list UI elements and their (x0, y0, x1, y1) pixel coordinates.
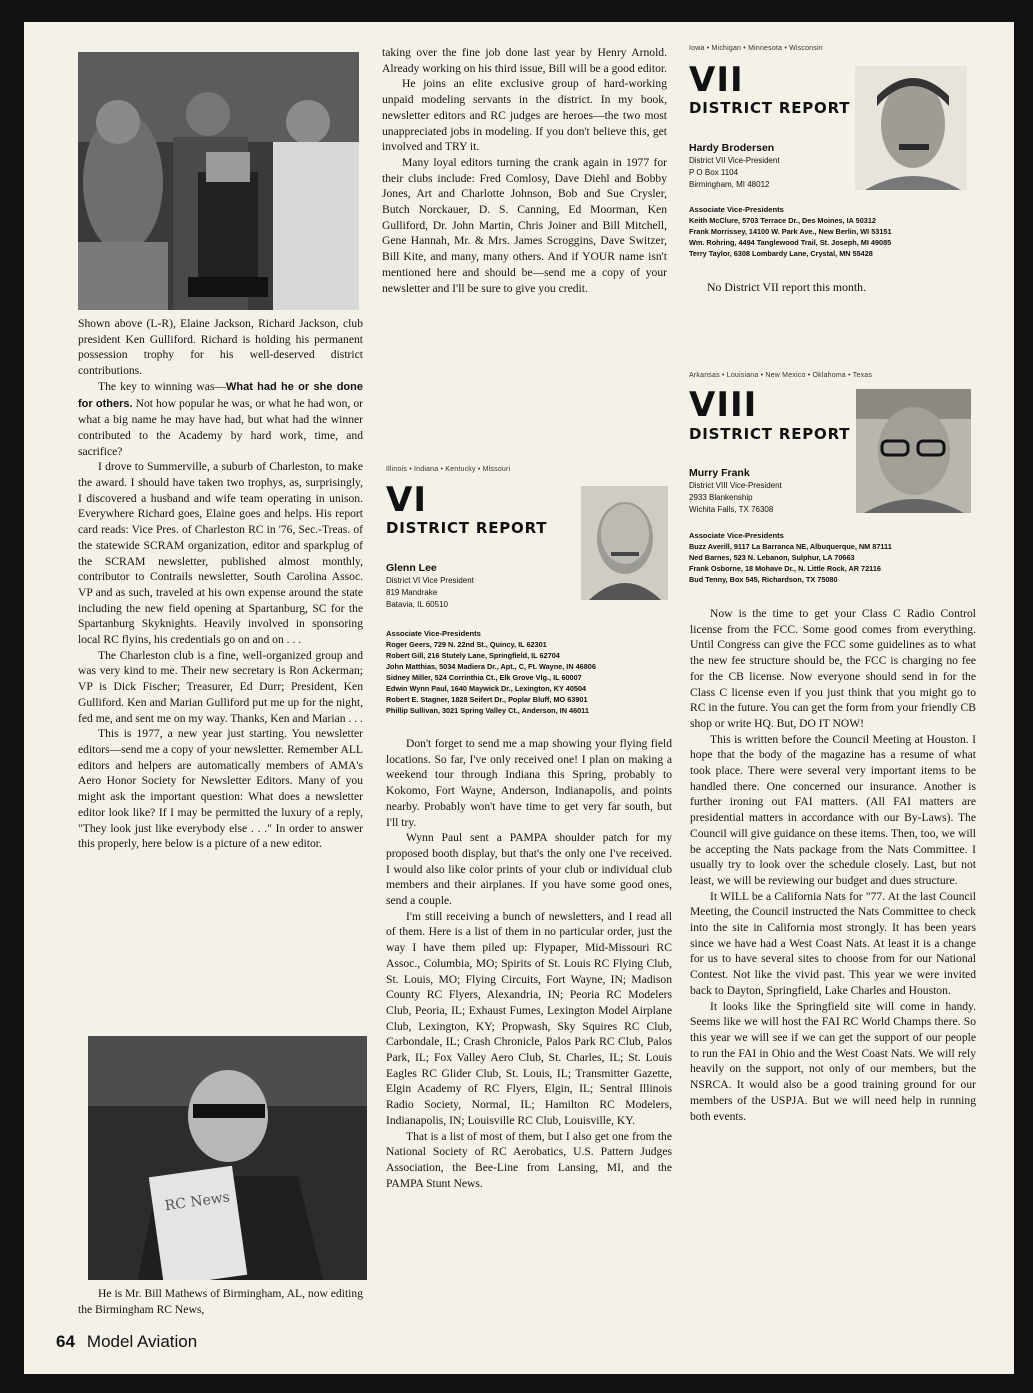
assoc-line: Keith McClure, 5703 Terrace Dr., Des Moines, IA 50312 (689, 216, 876, 225)
assoc-line: Ned Barnes, 523 N. Lebanon, Sulphur, LA 70663 (689, 553, 855, 562)
paragraph: This is written before the Council Meeting at Houston. I hope that the body of the magazine has a resume of what took place. There were several very important items to be handled there. One concerned our insurance. Another is further ironing out FAI matters. (All FAI matters are presidential matters in accordance with our By-Laws). The Council will give guidance on these items. Then, too, we will be accepting the Nats package from the Nats Committee. I usually try to look over the schedule closely. Last, but not least, we will be reviewing our budget and dues structure. (690, 732, 976, 887)
article-column-3 (690, 606, 976, 1124)
assoc-line: Bud Tenny, Box 545, Richardson, TX 75080 (689, 575, 838, 584)
district-7-vp-portrait (855, 66, 967, 190)
paragraph: He joins an elite exclusive group of hard-working unpaid modeling servants in the district. In my book, newsletter editors and RC judges are heroes—the two most unappreciated jobs in modeling. If you don't believe this, get involved and TRY it. (382, 77, 667, 154)
paragraph: I drove to Summerville, a suburb of Charleston, to make the award. I should have taken two trophys, as, surprisingly, I discovered a husband and wife team operating in unison. Everywhere Richard goes, Elaine goes and helps. His report card reads: Vice Pres. of Charleston RC in '76, Sec.-Treas. of the statewide SCRAM organization, editor and sparkplug of the SCRAM newsletter, published almost monthly, contributor to Contrails newsletter, South Carolina Assoc. VP and as such, traveled at his own expense around the state including the new field opening at Spartanburg, SC for the Spartanburg Skyknights. Heavily involved in sponsoring local RC flyins, his credentials go on and on . . . (78, 460, 363, 647)
assoc-line: Frank Morrissey, 14100 W. Park Ave., New Berlin, WI 53151 (689, 227, 892, 236)
district-8-vp-portrait (856, 389, 971, 513)
paragraph: Now is the time to get your Class C Radio Control license from the FCC. Some good comes from everything. Until Congress can give the FCC some guidelines as to what the new fee structure should be, the FCC is charging no fee for the CB license. Now everyone should send in for the Class C license even if you just think that you might go to RC in the future. You can get the form from your friendly CB shop or write HQ. But, DO IT NOW! (690, 607, 976, 730)
district-7-numeral: VII (689, 60, 744, 100)
paragraph: This is 1977, a new year just starting. You newsletter editors—send me a copy of your newsletter. Remember ALL editors and helpers are automatically members of AMA's Aero Honor Society for Newsletter Editors. Many of you might ask the important question: What does a newsletter editor look like? If I may be permitted the luxury of a reply, "They look just like everybody else . . ." In order to answer this properly, here below is a picture of a new editor. (78, 727, 363, 851)
editor-photo (88, 1036, 367, 1280)
paragraph: That is a list of most of them, but I also get one from the National Society of RC Aerobatics, U.S. Pattern Judges Association, the Bee-Line from Lansing, MI, and the PAMPA Stunt News. (386, 1129, 672, 1190)
district-8-vp-title: District VIII Vice-President (689, 481, 782, 490)
assoc-line: John Matthias, 5034 Madiera Dr., Apt., C, Ft. Wayne, IN 46806 (386, 662, 596, 671)
article-column-2-bottom (386, 736, 672, 1191)
district-6-vp-name: Glenn Lee (386, 562, 437, 574)
assoc-heading: Associate Vice-Presidents (386, 629, 481, 638)
assoc-line: Roger Geers, 729 N. 22nd St., Quincy, IL 62301 (386, 640, 547, 649)
assoc-line: Robert E. Stagner, 1828 Seifert Dr., Poplar Bluff, MO 63901 (386, 695, 588, 704)
district-6-numeral: VI (386, 480, 427, 520)
district-7-vp-city: Birmingham, MI 48012 (689, 180, 770, 189)
district-6-vp-street: 819 Mandrake (386, 588, 438, 597)
photo-caption: Shown above (L-R), Elaine Jackson, Richard Jackson, club president Ken Gulliford. Richard is holding his permanent possession trophy for his well-deserved district contributions. (78, 317, 363, 378)
svg-text:RC News: RC News (163, 1189, 231, 1215)
paragraph: He is Mr. Bill Mathews of Birmingham, AL, now editing the Birmingham RC News, (78, 1287, 363, 1316)
magazine-title: Model Aviation (86, 1332, 198, 1351)
district-6-vp-city: Batavia, IL 60510 (386, 600, 448, 609)
page-number: 64 (56, 1332, 75, 1351)
district-7-no-report: No District VII report this month. (707, 280, 867, 294)
assoc-heading: Associate Vice-Presidents (689, 205, 784, 214)
paragraph: Many loyal editors turning the crank again in 1977 for their clubs include: Fred Comlosy, Dave Diehl and Bobby Jones, Art and Charlotte Johnson, Bob and Sue Crysler, Butch Norckauer, D. S. Canning, Ed Moorman, Ken Gulliford, Dr. John Martin, Chris Joiner and Bill Mitchell, Gene Hannah, Mr. & Mrs. James Scroggins, Dave Switzer, Bill Kite, and many, many others. And if YOUR name isn't mentioned here and should be—send me a copy of your newsletter and I'll be sure to give you credit. (382, 155, 667, 295)
assoc-line: Terry Taylor, 6308 Lombardy Lane, Crystal, MN 55428 (689, 249, 873, 258)
district-6-vp-info (386, 561, 474, 611)
district-7-vp-name: Hardy Brodersen (689, 142, 775, 154)
paragraph: taking over the fine job done last year by Henry Arnold. Already working on his third issue, Bill will be a good editor. (382, 46, 667, 75)
trophy-photo (78, 52, 359, 310)
paragraph: It WILL be a California Nats for "77. At the last Council Meeting, the Council instructed the Nats Committee to check into the site in California most strongly. It has been years since we have had a West Coast Nats. At least it is a change for us to have several sites to choose from for our National Contest. Not like the vivid past. This year we were invited back to Dayton, Springfield, Lake Charles and Houston. (690, 889, 976, 997)
district-7-states: Iowa • Michigan • Minnesota • Wisconsin (689, 45, 823, 52)
article-column-2-top (382, 45, 667, 296)
assoc-line: Edwin Wynn Paul, 1640 Maywick Dr., Lexington, KY 40504 (386, 684, 587, 693)
district-8-numeral: VIII (689, 385, 758, 425)
paragraph: I'm still receiving a bunch of newsletters, and I read all of them. Here is a list of them in no particular order, just the way I have them piled up: Flypaper, Mid-Missouri RC Assoc., Columbia, MO; Spirits of St. Louis RC Flying Club, St. Louis, MO; Flying Circuits, Fort Wayne, IN; Madison County RC Flyers, Alexandria, IN; Peoria RC Modelers Club, Peoria, IL; Exhaust Fumes, Lexington Model Airplane Club, Lexington, KY; Propwash, Sky Squires RC Club, Carbondale, IL; Crash Chronicle, Palos Park RC Club, Palos Park, IL; Fox Valley Aero Club, St. Charles, IL; St. Louis Eagles RC Glider Club, St. Louis, IL; Transmitter Gazette, Elgin Academy of RC Flyers, Elgin, IL; Sentral Illinois Radio Society, Normal, IL; Hamilton RC Modelers, Indianapolis, IN; Louisville RC Club, Louisville, KY. (386, 909, 672, 1127)
paragraph: Wynn Paul sent a PAMPA shoulder patch for my proposed booth display, but that's the only one I've received. I would also like color prints of your club or individual club members and their airplanes. If you have some good ones, send a couple. (386, 831, 672, 908)
district-6-vp-portrait (581, 486, 668, 600)
district-6-title: DISTRICT REPORT (386, 519, 548, 537)
paragraph: The Charleston club is a fine, well-organized group and was very kind to me. Their new secretary is Ron Ackerman; VP is Dick Fischer; Treasurer, Ed Durr; President, Ken Gulliford. Ken and Marian Gulliford put me up for the night, fed me, and sent me on my way. Thanks, Ken and Marian . . . (78, 648, 363, 725)
district-8-vp-info (689, 466, 782, 516)
district-8-vp-street: 2933 Blankenship (689, 493, 753, 502)
assoc-line: Wm. Rohring, 4494 Tanglewood Trail, St. Joseph, MI 49085 (689, 238, 892, 247)
district-7-title: DISTRICT REPORT (689, 99, 851, 117)
assoc-line: Sidney Miller, 524 Corrinthia Ct., Elk Grove Vlg., IL 60007 (386, 673, 582, 682)
paragraph: It looks like the Springfield site will come in handy. Seems like we will host the FAI RC World Champs there. So this year we will see if we can get the support of our people to run the FAI in Ohio and the West Coast Nats. We will rely heavily on the support, not only of our members, but the NSRCA. It would also be a good training ground for our members of the USPJA. But we will need help in running both events. (690, 999, 976, 1123)
district-6-states: Illinois • Indiana • Kentucky • Missouri (386, 466, 511, 473)
district-6-associates (386, 628, 596, 716)
district-7-vp-street: P O Box 1104 (689, 168, 739, 177)
paragraph: Don't forget to send me a map showing your flying field locations. So far, I've only received one! I plan on making a weekend tour through Indiana this Spring, probably to Kokomo, Fort Wayne, Anderson, Indianapolis, and points nearby. Probably won't have time to get very far south, but I'll try. (386, 737, 672, 829)
district-6-vp-title: District VI Vice President (386, 576, 474, 585)
assoc-line: Phillip Sullivan, 3021 Spring Valley Ct., Anderson, IN 46011 (386, 706, 589, 715)
district-8-vp-name: Murry Frank (689, 467, 750, 479)
page-footer (56, 1332, 197, 1352)
assoc-line: Buzz Averill, 9117 La Barranca NE, Albuquerque, NM 87111 (689, 542, 892, 551)
district-8-vp-city: Wichita Falls, TX 76308 (689, 505, 774, 514)
district-7-vp-title: District VII Vice-President (689, 156, 780, 165)
district-8-associates (689, 530, 892, 585)
article-column-1-bottom (78, 1286, 363, 1317)
paragraph: The key to winning was—What had he or she done for others. Not how popular he was, or what he had won, or what a big name he may have had, but what had the winner contributed to the Academy by hard work, time, and sacrifice? (78, 379, 363, 458)
district-7-vp-info (689, 141, 780, 191)
assoc-line: Robert Gill, 216 Stutely Lane, Springfield, IL 62704 (386, 651, 560, 660)
district-8-title: DISTRICT REPORT (689, 425, 851, 443)
assoc-line: Frank Osborne, 18 Mohave Dr., N. Little Rock, AR 72116 (689, 564, 881, 573)
district-7-associates (689, 204, 892, 259)
district-8-states: Arkansas • Louisiana • New Mexico • Oklahoma • Texas (689, 372, 873, 379)
assoc-heading: Associate Vice-Presidents (689, 531, 784, 540)
article-column-1 (78, 316, 363, 852)
